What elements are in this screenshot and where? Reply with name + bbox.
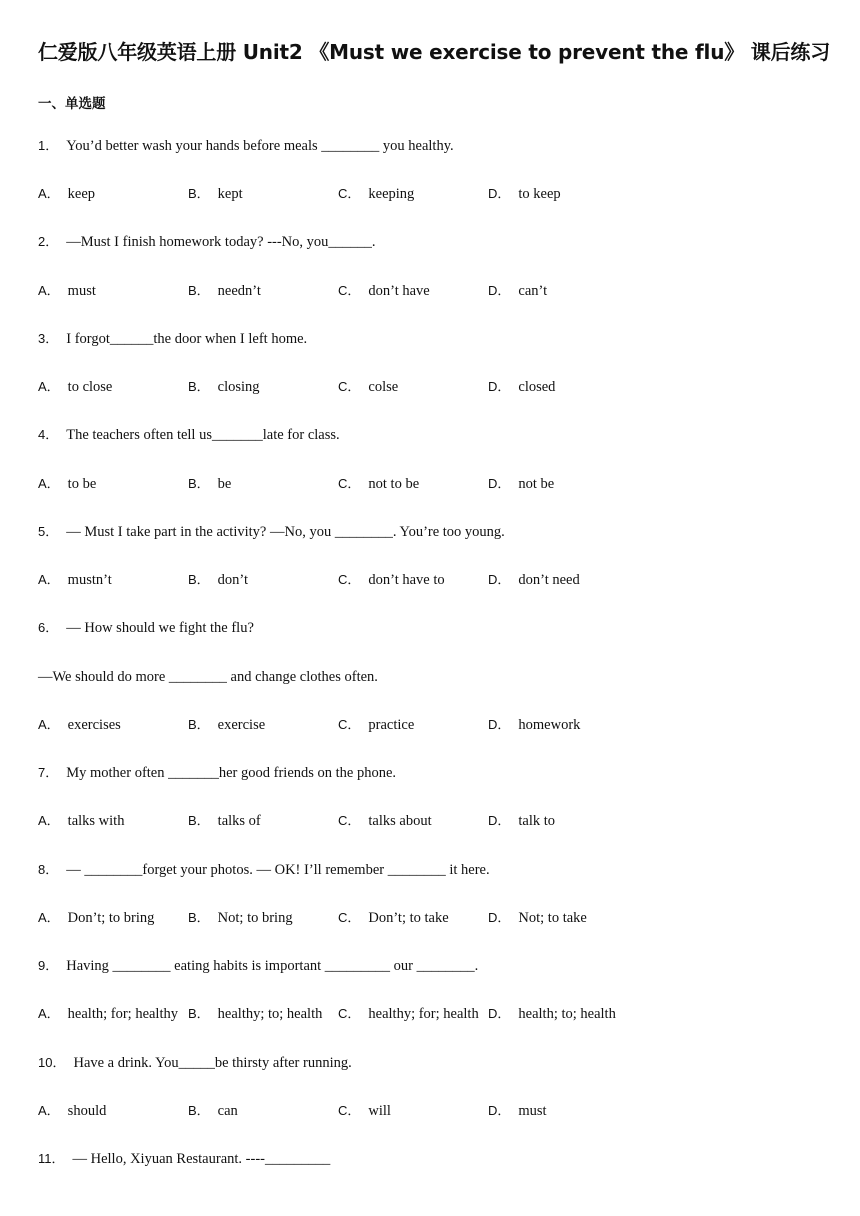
option-text: don’t — [217, 572, 249, 588]
question-10 — [38, 1053, 352, 1073]
question-3 — [38, 329, 307, 349]
option-c — [338, 811, 432, 831]
option-text: not be — [518, 476, 555, 492]
option-a — [38, 474, 96, 494]
option-b — [188, 1004, 322, 1024]
option-a — [38, 715, 121, 735]
option-letter: A． — [38, 1006, 60, 1021]
option-letter: B． — [188, 572, 210, 587]
option-a — [38, 184, 95, 204]
option-letter: A． — [38, 717, 60, 732]
option-letter: A． — [38, 186, 60, 201]
option-letter: A． — [38, 910, 60, 925]
option-c — [338, 281, 430, 301]
option-c — [338, 377, 398, 397]
option-letter: B． — [188, 379, 210, 394]
option-letter: D． — [488, 283, 511, 298]
section-heading: 一、单选题 — [38, 96, 106, 112]
option-letter: B． — [188, 813, 210, 828]
option-b — [188, 474, 231, 494]
question-number: 6． — [38, 620, 59, 635]
option-text: Not; to bring — [217, 910, 293, 926]
question-number: 11． — [38, 1151, 65, 1166]
option-letter: D． — [488, 186, 511, 201]
question-4 — [38, 425, 340, 445]
option-text: exercise — [217, 717, 266, 733]
option-text: talks of — [217, 813, 261, 829]
option-letter: C． — [338, 476, 361, 491]
option-letter: A． — [38, 572, 60, 587]
option-letter: B． — [188, 717, 210, 732]
option-text: not to be — [368, 476, 420, 492]
option-letter: A． — [38, 283, 60, 298]
option-d — [488, 1004, 616, 1024]
option-c — [338, 1101, 391, 1121]
options-9 — [38, 1004, 838, 1024]
option-text: closed — [518, 379, 556, 395]
option-text: keep — [67, 186, 96, 202]
option-b — [188, 184, 243, 204]
option-text: health; to; health — [518, 1006, 616, 1022]
option-text: healthy; for; health — [368, 1006, 479, 1022]
question-number: 9． — [38, 958, 59, 973]
option-letter: C． — [338, 1103, 361, 1118]
option-text: exercises — [67, 717, 121, 733]
options-1 — [38, 184, 838, 204]
option-a — [38, 377, 112, 397]
option-text: talks about — [368, 813, 432, 829]
option-text: closing — [217, 379, 260, 395]
question-text: You’d better wash your hands before meals ________ you healthy. — [66, 138, 454, 154]
options-6 — [38, 715, 838, 735]
option-letter: D． — [488, 1103, 511, 1118]
page-title: 仁爱版八年级英语上册 Unit2 《Must we exercise to prevent the flu》 课后练习 — [38, 40, 830, 64]
option-text: health; for; healthy — [67, 1006, 178, 1022]
option-text: be — [217, 476, 232, 492]
option-text: Don’t; to bring — [67, 910, 155, 926]
option-d — [488, 908, 587, 928]
option-text: can’t — [518, 283, 548, 299]
question-11 — [38, 1149, 330, 1169]
option-letter: A． — [38, 813, 60, 828]
question-text: — Must I take part in the activity? —No, you ________. You’re too young. — [66, 524, 505, 540]
question-text: I forgot______the door when I left home. — [66, 331, 308, 347]
option-c — [338, 474, 419, 494]
option-letter: C． — [338, 1006, 361, 1021]
option-letter: D． — [488, 476, 511, 491]
option-letter: C． — [338, 283, 361, 298]
option-text: will — [368, 1103, 391, 1119]
question-1 — [38, 136, 454, 156]
option-b — [188, 1101, 238, 1121]
options-7 — [38, 811, 838, 831]
option-d — [488, 811, 555, 831]
option-letter: B． — [188, 186, 210, 201]
question-text: —Must I finish homework today? ---No, you______. — [66, 234, 376, 250]
option-letter: D． — [488, 379, 511, 394]
option-text: don’t need — [518, 572, 580, 588]
option-letter: D． — [488, 813, 511, 828]
option-c — [338, 184, 414, 204]
option-text: can — [217, 1103, 238, 1119]
question-number: 1． — [38, 138, 59, 153]
option-text: don’t have to — [368, 572, 445, 588]
option-letter: A． — [38, 379, 60, 394]
option-text: healthy; to; health — [217, 1006, 323, 1022]
question-text: The teachers often tell us_______late for class. — [66, 427, 340, 443]
option-d — [488, 474, 554, 494]
option-d — [488, 570, 580, 590]
option-text: must — [67, 283, 96, 299]
option-text: colse — [368, 379, 399, 395]
option-letter: C． — [338, 910, 361, 925]
option-letter: B． — [188, 1006, 210, 1021]
option-a — [38, 1004, 178, 1024]
option-text: practice — [368, 717, 415, 733]
option-c — [338, 908, 449, 928]
option-b — [188, 908, 293, 928]
option-text: homework — [518, 717, 581, 733]
option-letter: A． — [38, 1103, 60, 1118]
question-5 — [38, 522, 505, 542]
question-text: — How should we fight the flu? — [66, 620, 254, 636]
options-8 — [38, 908, 838, 928]
question-7 — [38, 763, 396, 783]
question-2 — [38, 232, 376, 252]
option-text: don’t have — [368, 283, 430, 299]
option-d — [488, 184, 561, 204]
question-text: Having ________ eating habits is important _________ our ________. — [66, 958, 479, 974]
option-text: to close — [67, 379, 113, 395]
option-letter: B． — [188, 910, 210, 925]
option-text: talk to — [518, 813, 556, 829]
question-number: 4． — [38, 427, 59, 442]
option-letter: C． — [338, 717, 361, 732]
question-number: 7． — [38, 765, 59, 780]
option-text: mustn’t — [67, 572, 112, 588]
option-b — [188, 811, 261, 831]
option-letter: C． — [338, 813, 361, 828]
option-letter: B． — [188, 476, 210, 491]
question-9 — [38, 956, 478, 976]
option-text: must — [518, 1103, 547, 1119]
option-b — [188, 715, 265, 735]
option-b — [188, 377, 260, 397]
question-text: — Hello, Xiyuan Restaurant. ----_________ — [72, 1151, 331, 1167]
option-a — [38, 570, 112, 590]
options-2 — [38, 281, 838, 301]
question-text: —We should do more ________ and change clothes often. — [38, 669, 378, 685]
option-a — [38, 908, 154, 928]
question-number: 10． — [38, 1055, 66, 1070]
option-text: keeping — [368, 186, 415, 202]
option-text: Don’t; to take — [368, 910, 449, 926]
option-letter: D． — [488, 910, 511, 925]
option-b — [188, 281, 261, 301]
question-text: My mother often _______her good friends on the phone. — [66, 765, 397, 781]
option-d — [488, 1101, 547, 1121]
option-letter: D． — [488, 1006, 511, 1021]
option-d — [488, 377, 555, 397]
option-letter: C． — [338, 379, 361, 394]
option-text: should — [67, 1103, 107, 1119]
question-text: — ________forget your photos. — OK! I’ll remember ________ it here. — [66, 862, 490, 878]
option-letter: D． — [488, 572, 511, 587]
question-number: 8． — [38, 862, 59, 877]
question-number: 2． — [38, 234, 59, 249]
option-b — [188, 570, 248, 590]
options-5 — [38, 570, 838, 590]
option-c — [338, 1004, 479, 1024]
option-letter: C． — [338, 186, 361, 201]
question-8 — [38, 860, 490, 880]
option-a — [38, 281, 96, 301]
options-10 — [38, 1101, 838, 1121]
question-text: Have a drink. You_____be thirsty after running. — [73, 1055, 352, 1071]
option-text: to keep — [518, 186, 561, 202]
question-number: 3． — [38, 331, 59, 346]
option-letter: C． — [338, 572, 361, 587]
question-6-reply — [38, 667, 378, 687]
option-letter: B． — [188, 283, 210, 298]
option-text: to be — [67, 476, 97, 492]
question-6 — [38, 618, 254, 638]
option-c — [338, 715, 414, 735]
option-a — [38, 1101, 106, 1121]
question-number: 5． — [38, 524, 59, 539]
option-letter: D． — [488, 717, 511, 732]
option-text: talks with — [67, 813, 125, 829]
option-letter: B． — [188, 1103, 210, 1118]
option-d — [488, 281, 547, 301]
option-text: kept — [217, 186, 243, 202]
option-letter: A． — [38, 476, 60, 491]
option-a — [38, 811, 124, 831]
option-text: Not; to take — [518, 910, 587, 926]
option-d — [488, 715, 580, 735]
options-4 — [38, 474, 838, 494]
option-text: needn’t — [217, 283, 261, 299]
options-3 — [38, 377, 838, 397]
option-c — [338, 570, 445, 590]
